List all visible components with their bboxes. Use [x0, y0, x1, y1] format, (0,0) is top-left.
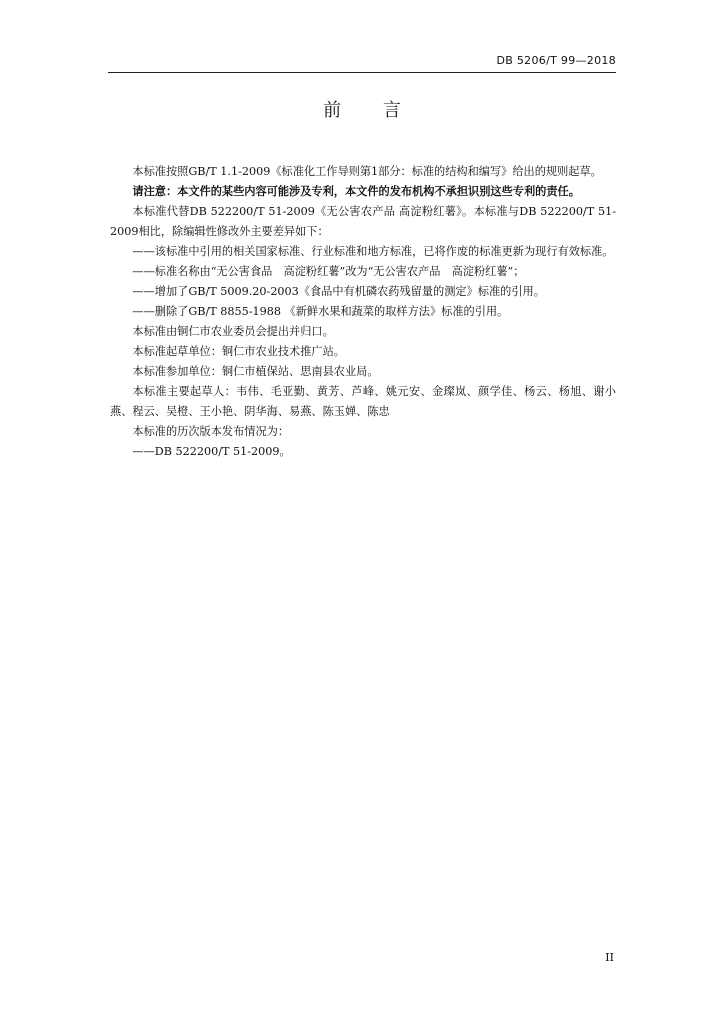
foreword-body [110, 162, 616, 462]
paragraph-change-2: ——标准名称由“无公害食品 高淀粉红薯”改为“无公害农产品 高淀粉红薯”； [132, 265, 525, 278]
paragraph-drafting-rules: 本标准按照GB/T 1.1-2009《标准化工作导则第1部分：标准的结构和编写》给出的规则起草。 [132, 165, 602, 178]
page-title: 前 言 [323, 100, 419, 121]
paragraph-replaces: 本标准代替DB 522200/T 51-2009《无公害农产品 高淀粉红薯》。本标准与DB 522200/T 51-2009相比，除编辑性修改外主要差异如下： [110, 205, 616, 238]
paragraph-change-3: ——增加了GB/T 5009.20-2003《食品中有机磷农药残留量的测定》标准的引用。 [132, 285, 545, 298]
paragraph-patent-notice: 请注意：本文件的某些内容可能涉及专利，本文件的发布机构不承担识别这些专利的责任。 [132, 185, 580, 198]
paragraph-previous-version: ——DB 522200/T 51-2009。 [132, 445, 291, 458]
paragraph-drafters: 本标准主要起草人：韦伟、毛亚勤、黄芳、芦峰、姚元安、金璨岚、颜学佳、杨云、杨旭、谢小燕、程云、吴橙、王小艳、阴华海、易燕、陈玉婵、陈忠 [110, 385, 616, 418]
header-divider [108, 72, 616, 73]
paragraph-change-1: ——该标准中引用的相关国家标准、行业标准和地方标准，已将作废的标准更新为现行有效标准。 [132, 245, 614, 258]
paragraph-drafting-unit: 本标准起草单位：铜仁市农业技术推广站。 [132, 345, 345, 358]
page-number: II [605, 951, 614, 964]
document-code: DB 5206/T 99—2018 [496, 54, 616, 67]
paragraph-version-history: 本标准的历次版本发布情况为： [132, 425, 290, 438]
paragraph-participating-units: 本标准参加单位：铜仁市植保站、思南县农业局。 [132, 365, 379, 378]
paragraph-proposer: 本标准由铜仁市农业委员会提出并归口。 [132, 325, 334, 338]
paragraph-change-4: ——删除了GB/T 8855-1988 《新鲜水果和蔬菜的取样方法》标准的引用。 [132, 305, 509, 318]
